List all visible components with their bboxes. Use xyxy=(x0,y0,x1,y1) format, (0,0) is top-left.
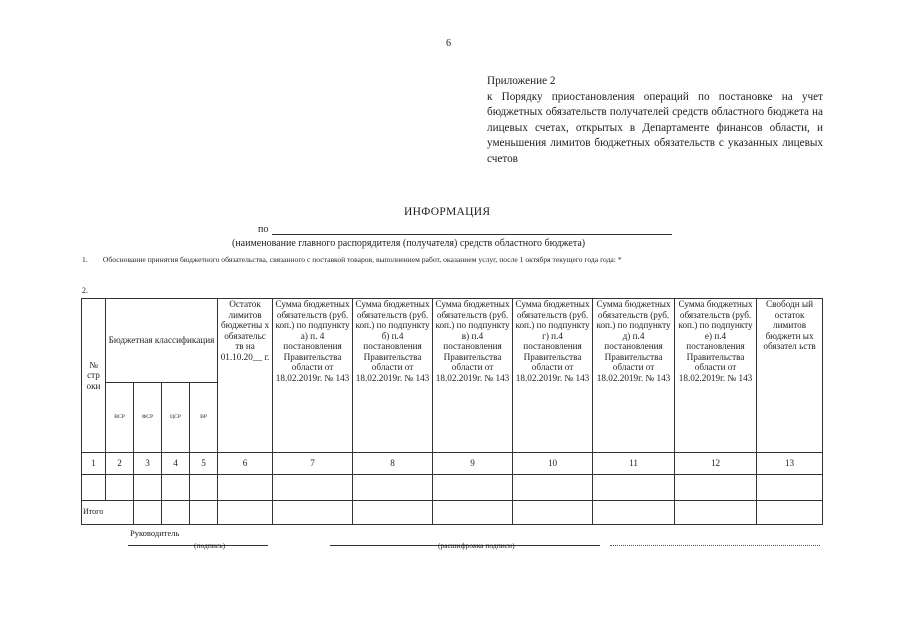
table-cell xyxy=(273,501,353,525)
table-cell xyxy=(675,475,757,501)
table-cell xyxy=(82,475,106,501)
column-number: 3 xyxy=(134,453,162,475)
decode-caption: (расшифровка подписи) xyxy=(438,541,515,550)
column-number: 8 xyxy=(353,453,433,475)
po-underline xyxy=(272,234,672,235)
information-table xyxy=(81,298,823,525)
table-cell xyxy=(675,501,757,525)
header-sum-g: Сумма бюджетных обязательств (руб. коп.) по подпункту г) п.4 постановления Правительства области от 18.02.2019г. № 143 xyxy=(513,299,593,453)
table-cell xyxy=(218,475,273,501)
total-row xyxy=(82,501,823,525)
table-cell xyxy=(190,501,218,525)
table-cell xyxy=(513,475,593,501)
head-label: Руководитель xyxy=(130,528,180,538)
column-number: 2 xyxy=(106,453,134,475)
header-sum-d: Сумма бюджетных обязательств (руб. коп.) по подпункту д) п.4 постановления Правительства области от 18.02.2019г. № 143 xyxy=(593,299,675,453)
table-cell xyxy=(134,501,162,525)
column-number: 4 xyxy=(162,453,190,475)
page-number: 6 xyxy=(446,38,451,49)
total-label: Итого xyxy=(82,501,134,525)
document-heading: ИНФОРМАЦИЯ xyxy=(404,206,491,218)
header-sum-e: Сумма бюджетных обязательств (руб. коп.) по подпункту е) п.4 постановления Правительства области от 18.02.2019г. № 143 xyxy=(675,299,757,453)
header-row-number: № стр оки xyxy=(82,299,106,453)
column-number: 6 xyxy=(218,453,273,475)
table-cell xyxy=(433,501,513,525)
table-cell xyxy=(106,475,134,501)
note-justification: 1. Обоснование принятия бюджетного обязательства, связанного с поставкой товаров, выполнением работ, оказанием услуг, после 1 октября текущего года года: * xyxy=(82,255,622,264)
header-vr: ВР xyxy=(190,383,218,453)
column-number: 7 xyxy=(273,453,353,475)
column-number: 5 xyxy=(190,453,218,475)
header-budget-classification: Бюджетная классификация xyxy=(106,299,218,383)
extra-line xyxy=(610,545,820,546)
table-cell xyxy=(593,475,675,501)
table-cell xyxy=(757,475,823,501)
table-cell xyxy=(353,501,433,525)
appendix-title: Приложение 2 xyxy=(487,75,556,87)
column-number: 9 xyxy=(433,453,513,475)
table-cell xyxy=(593,501,675,525)
note-two: 2. xyxy=(82,286,88,295)
header-limit-remainder: Остаток лимитов бюджетны х обязательс тв на 01.10.20__ г. xyxy=(218,299,273,453)
data-row xyxy=(82,475,823,501)
header-tsr: ЦСР xyxy=(162,383,190,453)
header-sum-v: Сумма бюджетных обязательств (руб. коп.) по подпункту в) п.4 постановления Правительства области от 18.02.2019г. № 143 xyxy=(433,299,513,453)
column-number-row xyxy=(82,453,823,475)
column-number: 11 xyxy=(593,453,675,475)
appendix-body: к Порядку приостановления операций по постановке на учет бюджетных обязательств получателей средств областного бюджета на лицевых счетах, открытых в Департаменте финансов области, и уменьшения лимитов бюджетных обязательств с указанных лицевых счетов xyxy=(487,90,823,165)
table-cell xyxy=(513,501,593,525)
table-cell xyxy=(218,501,273,525)
header-vsr: ВСР xyxy=(106,383,134,453)
table-cell xyxy=(757,501,823,525)
table-cell xyxy=(162,475,190,501)
table-cell xyxy=(433,475,513,501)
header-free-remainder: Свободн ый остаток лимитов бюджетн ых обязател ьств xyxy=(757,299,823,453)
column-number: 12 xyxy=(675,453,757,475)
po-label: по xyxy=(258,224,269,235)
table-cell xyxy=(134,475,162,501)
signature-caption: (подпись) xyxy=(194,541,226,550)
column-number: 1 xyxy=(82,453,106,475)
table-cell xyxy=(273,475,353,501)
appendix-block xyxy=(487,74,823,167)
header-sum-b: Сумма бюджетных обязательств (руб. коп.) по подпункту б) п.4 постановления Правительства области от 18.02.2019г. № 143 xyxy=(353,299,433,453)
header-fsr: ФСР xyxy=(134,383,162,453)
distributor-caption: (наименование главного распорядителя (получателя) средств областного бюджета) xyxy=(232,238,586,249)
column-number: 10 xyxy=(513,453,593,475)
header-sum-a: Сумма бюджетных обязательств (руб. коп.) по подпункту а) п. 4 постановления Правительства области от 18.02.2019г. № 143 xyxy=(273,299,353,453)
table-cell xyxy=(162,501,190,525)
table-cell xyxy=(190,475,218,501)
table-cell xyxy=(353,475,433,501)
column-number: 13 xyxy=(757,453,823,475)
